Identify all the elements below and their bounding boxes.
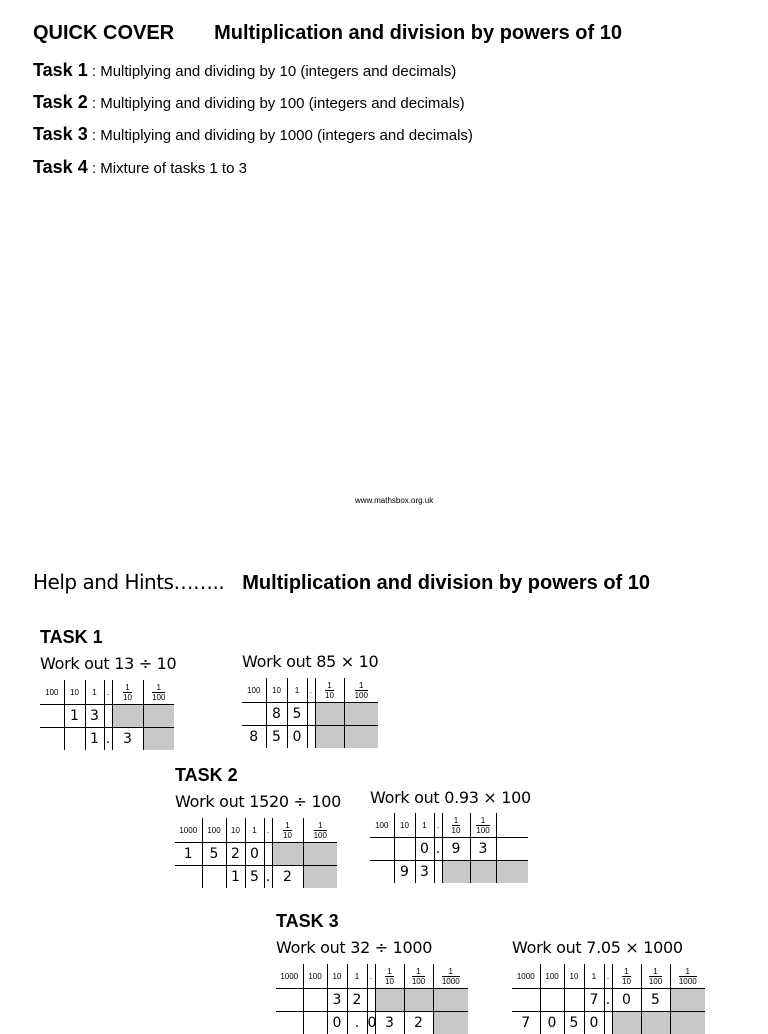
grid-cell xyxy=(370,838,394,861)
col-header: 1 xyxy=(415,813,434,838)
grid-cell xyxy=(612,1012,641,1034)
grid-cell xyxy=(433,1012,468,1034)
grid-cell xyxy=(242,703,266,726)
grid-cell: 0 xyxy=(327,1012,347,1034)
task-line-2 xyxy=(33,92,465,113)
grid-cell xyxy=(512,989,540,1012)
task-text: : Mixture of tasks 1 to 3 xyxy=(88,160,247,177)
col-header: 10 xyxy=(266,678,287,703)
grid-cell xyxy=(202,866,226,889)
grid-cell: 1 xyxy=(64,705,85,728)
col-header-tenth: $\frac{1}{10}$ xyxy=(272,818,303,843)
grid-cell xyxy=(540,989,564,1012)
grid-cell xyxy=(64,728,85,751)
grid-cell xyxy=(433,989,468,1012)
cover-title-left: QUICK COVER xyxy=(33,22,174,44)
grid-cell: . xyxy=(604,989,612,1012)
col-header-tenth: $\frac{1}{10}$ xyxy=(112,680,143,705)
col-header-dot: . xyxy=(434,813,442,838)
grid-cell xyxy=(303,866,337,889)
col-header-tenth: $\frac{1}{10}$ xyxy=(375,964,404,989)
grid-cell xyxy=(315,703,344,726)
grid-cell: 0 xyxy=(584,1012,604,1034)
task-line-4 xyxy=(33,157,247,178)
grid-cell xyxy=(344,726,378,749)
grid-cell: 0 xyxy=(540,1012,564,1034)
help-title-right: Multiplication and division by powers of 10 xyxy=(242,572,650,594)
help-title xyxy=(33,570,650,595)
col-header-hundredth: $\frac{1}{100}$ xyxy=(470,813,496,838)
col-header: 10 xyxy=(64,680,85,705)
grid-cell: 1 xyxy=(85,728,104,751)
grid-cell: 5 xyxy=(641,989,670,1012)
grid-cell: 7 xyxy=(584,989,604,1012)
task3-example2-label: Work out 7.05 × 1000 xyxy=(512,938,683,957)
grid-cell: 0 xyxy=(415,838,434,861)
grid-cell: 5 xyxy=(564,1012,584,1034)
grid-cell xyxy=(143,728,174,751)
grid-cell xyxy=(303,843,337,866)
col-header: 100 xyxy=(370,813,394,838)
col-header: 10 xyxy=(394,813,415,838)
grid-cell xyxy=(112,705,143,728)
task-text: : Multiplying and dividing by 100 (integers and decimals) xyxy=(88,95,465,112)
task-text: : Multiplying and dividing by 10 (integers and decimals) xyxy=(88,63,457,80)
col-header-hundredth: $\frac{1}{100}$ xyxy=(404,964,433,989)
grid-cell: 8 xyxy=(242,726,266,749)
grid-cell: 3 xyxy=(375,1012,404,1034)
grid-cell xyxy=(670,989,705,1012)
grid-cell: 3 xyxy=(112,728,143,751)
grid-cell xyxy=(40,728,64,751)
col-header: 1000 xyxy=(276,964,303,989)
task-label: Task 2 xyxy=(33,92,88,112)
grid-cell xyxy=(104,705,112,728)
col-header-hundredth: $\frac{1}{100}$ xyxy=(143,680,174,705)
grid-cell xyxy=(670,1012,705,1034)
grid-cell: 3 xyxy=(85,705,104,728)
col-header-tenth: $\frac{1}{10}$ xyxy=(612,964,641,989)
col-header-tenth: $\frac{1}{10}$ xyxy=(442,813,470,838)
grid-cell xyxy=(564,989,584,1012)
grid-cell: 2 xyxy=(272,866,303,889)
col-header-dot: . xyxy=(604,964,612,989)
grid-cell xyxy=(276,989,303,1012)
col-header-hundredth: $\frac{1}{100}$ xyxy=(344,678,378,703)
col-header: 100 xyxy=(202,818,226,843)
col-header-dot: . xyxy=(367,964,375,989)
grid-cell xyxy=(375,989,404,1012)
grid-cell: 9 xyxy=(442,838,470,861)
grid-cell xyxy=(404,989,433,1012)
grid-cell xyxy=(604,1012,612,1034)
task1-example1-grid xyxy=(40,680,174,750)
grid-cell: . xyxy=(434,838,442,861)
grid-cell: . xyxy=(104,728,112,751)
task1-example2-label: Work out 85 × 10 xyxy=(242,652,378,671)
grid-cell: 7 xyxy=(512,1012,540,1034)
task1-heading: TASK 1 xyxy=(40,627,103,648)
task1-example2-grid xyxy=(242,678,378,748)
task3-heading: TASK 3 xyxy=(276,911,339,932)
grid-cell-empty xyxy=(496,838,528,861)
col-header-dot: . xyxy=(264,818,272,843)
task-line-1 xyxy=(33,60,456,81)
col-header-tenth: $\frac{1}{10}$ xyxy=(315,678,344,703)
task2-heading: TASK 2 xyxy=(175,765,238,786)
grid-cell xyxy=(344,703,378,726)
grid-cell: 5 xyxy=(245,866,264,889)
grid-cell: 8 xyxy=(266,703,287,726)
task2-example1-label: Work out 1520 ÷ 100 xyxy=(175,792,341,811)
grid-cell: . xyxy=(347,1012,367,1034)
task-label: Task 3 xyxy=(33,124,88,144)
cover-title xyxy=(33,22,622,45)
col-header-hundredth: $\frac{1}{100}$ xyxy=(303,818,337,843)
task2-example2-grid xyxy=(370,813,528,883)
grid-cell xyxy=(303,1012,327,1034)
col-header: 10 xyxy=(226,818,245,843)
col-header: 10 xyxy=(327,964,347,989)
grid-cell xyxy=(470,861,496,884)
col-header-thousandth: $\frac{1}{1000}$ xyxy=(433,964,468,989)
grid-cell xyxy=(370,861,394,884)
task-label: Task 4 xyxy=(33,157,88,177)
task3-example1-label: Work out 32 ÷ 1000 xyxy=(276,938,432,957)
grid-cell: 3 xyxy=(470,838,496,861)
col-header-dot: . xyxy=(104,680,112,705)
grid-cell xyxy=(272,843,303,866)
grid-cell: 9 xyxy=(394,861,415,884)
grid-cell xyxy=(434,861,442,884)
grid-cell: 0 xyxy=(245,843,264,866)
col-header: 100 xyxy=(303,964,327,989)
task-line-3 xyxy=(33,124,473,145)
col-header: 1000 xyxy=(175,818,202,843)
grid-cell xyxy=(40,705,64,728)
task1-example1-label: Work out 13 ÷ 10 xyxy=(40,654,176,673)
grid-cell: 2 xyxy=(347,989,367,1012)
task2-example1-grid xyxy=(175,818,337,888)
col-header: 1 xyxy=(245,818,264,843)
grid-cell xyxy=(367,989,375,1012)
col-header: 1 xyxy=(347,964,367,989)
grid-cell xyxy=(442,861,470,884)
grid-cell xyxy=(264,843,272,866)
col-header: 100 xyxy=(540,964,564,989)
grid-cell: . xyxy=(264,866,272,889)
grid-cell-empty xyxy=(496,813,528,838)
col-header: 100 xyxy=(242,678,266,703)
col-header: 1 xyxy=(584,964,604,989)
grid-cell: 0 xyxy=(612,989,641,1012)
col-header: 1 xyxy=(287,678,307,703)
col-header-thousandth: $\frac{1}{1000}$ xyxy=(670,964,705,989)
grid-cell xyxy=(143,705,174,728)
grid-cell xyxy=(394,838,415,861)
grid-cell xyxy=(307,726,315,749)
grid-cell xyxy=(175,866,202,889)
grid-cell xyxy=(276,1012,303,1034)
website-url: www.mathsbox.org.uk xyxy=(355,496,433,505)
col-header: 1 xyxy=(85,680,104,705)
col-header-hundredth: $\frac{1}{100}$ xyxy=(641,964,670,989)
grid-cell: 3 xyxy=(327,989,347,1012)
grid-cell: 5 xyxy=(266,726,287,749)
task-label: Task 1 xyxy=(33,60,88,80)
col-header: 10 xyxy=(564,964,584,989)
grid-cell: 3 xyxy=(415,861,434,884)
grid-cell: 2 xyxy=(404,1012,433,1034)
cover-title-right: Multiplication and division by powers of 10 xyxy=(214,22,622,44)
col-header: 1000 xyxy=(512,964,540,989)
task-text: : Multiplying and dividing by 1000 (integers and decimals) xyxy=(88,127,473,144)
grid-cell: 2 xyxy=(226,843,245,866)
task2-example2-label: Work out 0.93 × 100 xyxy=(370,788,531,807)
help-title-left: Help and Hints…….. xyxy=(33,570,224,594)
grid-cell: 0 xyxy=(367,1012,375,1034)
grid-cell: 5 xyxy=(202,843,226,866)
grid-cell: 1 xyxy=(175,843,202,866)
col-header-dot: . xyxy=(307,678,315,703)
col-header: 100 xyxy=(40,680,64,705)
grid-cell xyxy=(303,989,327,1012)
grid-cell: 5 xyxy=(287,703,307,726)
grid-cell xyxy=(496,861,528,884)
grid-cell: 0 xyxy=(287,726,307,749)
grid-cell xyxy=(641,1012,670,1034)
grid-cell xyxy=(315,726,344,749)
grid-cell xyxy=(307,703,315,726)
grid-cell: 1 xyxy=(226,866,245,889)
